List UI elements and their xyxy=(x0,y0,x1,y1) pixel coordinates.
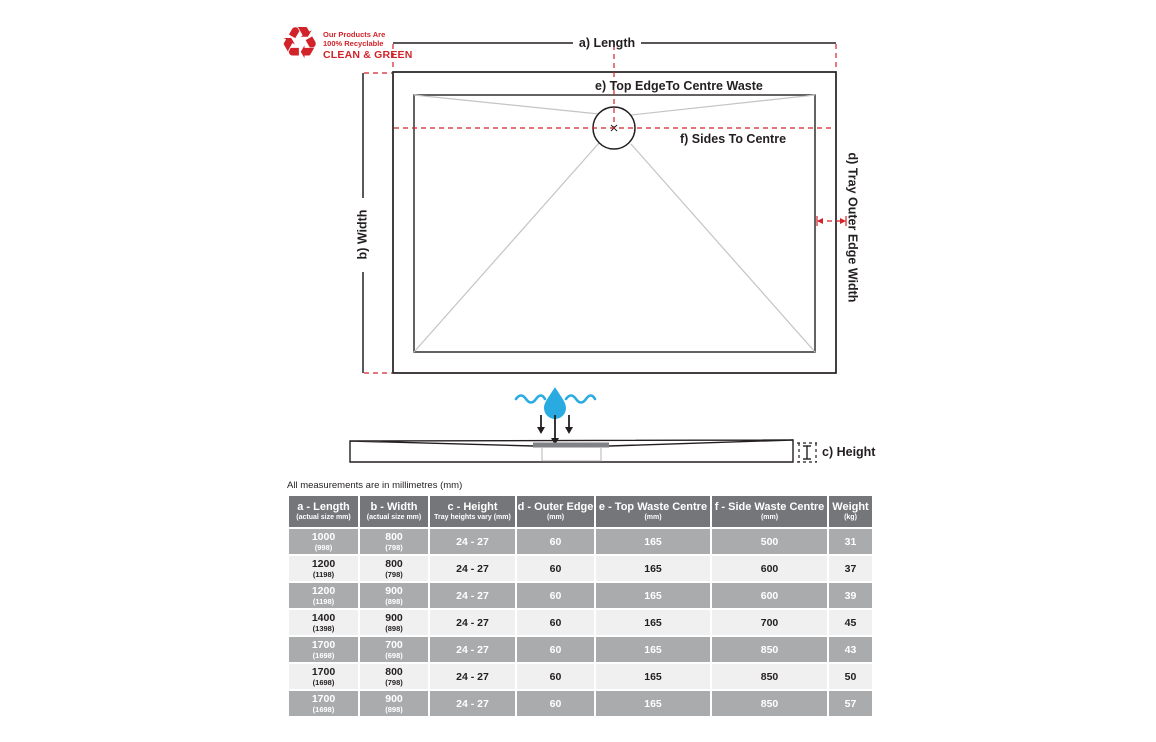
flow-arrowhead-left xyxy=(537,427,545,434)
top-edge-to-centre-waste-label: e) Top EdgeTo Centre Waste xyxy=(595,79,763,93)
cell-width-value: 900 xyxy=(385,692,403,705)
table-row xyxy=(288,690,873,717)
cell-length-value: 1700 xyxy=(311,692,336,705)
col-header-top-waste xyxy=(595,495,711,528)
col-header-side-waste-sub: (mm) xyxy=(760,514,779,521)
col-header-height-sub: Tray heights vary (mm) xyxy=(434,514,511,521)
cell-length xyxy=(288,555,359,582)
table-row xyxy=(288,663,873,690)
cell-top-waste-centre: 165 xyxy=(595,555,711,582)
cell-length xyxy=(288,636,359,663)
cell-length-value: 1400 xyxy=(311,611,336,624)
cell-outer-edge: 60 xyxy=(516,636,595,663)
cell-width xyxy=(359,663,429,690)
cell-width-actual: (898) xyxy=(385,596,403,606)
cell-width xyxy=(359,555,429,582)
cell-length-value: 1700 xyxy=(311,665,336,678)
cell-weight: 37 xyxy=(828,555,873,582)
water-drop-icon xyxy=(544,387,566,419)
red-dashed-lines xyxy=(364,44,844,373)
col-header-top-waste-sub: (mm) xyxy=(644,514,662,521)
cell-length-value: 1000 xyxy=(311,530,336,543)
col-header-top-waste-label: e - Top Waste Centre xyxy=(598,501,708,513)
spec-table-header xyxy=(288,495,873,528)
measurements-note: All measurements are in millimetres (mm) xyxy=(287,480,463,491)
cell-height: 24 - 27 xyxy=(429,582,516,609)
cell-width-actual: (898) xyxy=(385,704,403,714)
cell-outer-edge: 60 xyxy=(516,663,595,690)
cell-weight: 43 xyxy=(828,636,873,663)
table-row xyxy=(288,528,873,555)
cell-top-waste-centre: 165 xyxy=(595,528,711,555)
water-wave-left-icon xyxy=(516,396,545,403)
flow-arrows xyxy=(541,415,569,439)
table-row xyxy=(288,555,873,582)
cell-length-actual: (1698) xyxy=(312,677,335,687)
cell-weight: 39 xyxy=(828,582,873,609)
cell-width-value: 700 xyxy=(385,638,403,651)
cell-side-waste-centre: 850 xyxy=(711,690,828,717)
col-header-length xyxy=(288,495,359,528)
flow-arrowhead-right xyxy=(565,427,573,434)
cell-width-actual: (798) xyxy=(385,542,403,552)
cell-width-value: 800 xyxy=(385,530,403,543)
cell-width-actual: (898) xyxy=(385,623,403,633)
cell-height: 24 - 27 xyxy=(429,663,516,690)
logo-line-1: Our Products Are xyxy=(323,30,386,39)
cell-length-value: 1200 xyxy=(311,584,336,597)
col-header-width-label: b - Width xyxy=(370,501,418,513)
cell-length xyxy=(288,528,359,555)
col-header-length-label: a - Length xyxy=(297,501,350,513)
cell-width-value: 900 xyxy=(385,584,403,597)
cell-length-actual: (1198) xyxy=(312,596,335,606)
cell-side-waste-centre: 700 xyxy=(711,609,828,636)
cell-side-waste-centre: 850 xyxy=(711,663,828,690)
col-header-weight xyxy=(828,495,873,528)
col-header-outer-edge-sub: (mm) xyxy=(546,514,565,521)
cell-side-waste-centre: 600 xyxy=(711,582,828,609)
cell-length-actual: (1698) xyxy=(312,704,335,714)
cell-height: 24 - 27 xyxy=(429,555,516,582)
cell-length-actual: (1698) xyxy=(312,650,335,660)
cell-width xyxy=(359,636,429,663)
cell-length-value: 1700 xyxy=(311,638,336,651)
fall-line-top-right xyxy=(631,95,815,115)
cell-weight: 45 xyxy=(828,609,873,636)
col-header-weight-label: Weight xyxy=(832,501,869,513)
logo-line-3: CLEAN & GREEN xyxy=(323,49,413,62)
table-row xyxy=(288,609,873,636)
cell-top-waste-centre: 165 xyxy=(595,609,711,636)
table-row xyxy=(288,636,873,663)
col-header-length-sub: (actual size mm) xyxy=(296,514,351,521)
col-header-side-waste xyxy=(711,495,828,528)
cell-length xyxy=(288,609,359,636)
cell-height: 24 - 27 xyxy=(429,609,516,636)
cell-width-actual: (698) xyxy=(385,650,403,660)
waste-cover-bar xyxy=(533,443,609,448)
col-header-outer-edge-label: d - Outer Edge xyxy=(517,501,594,513)
cell-outer-edge: 60 xyxy=(516,528,595,555)
cell-width xyxy=(359,609,429,636)
tray-diagram xyxy=(340,25,880,480)
cell-weight: 50 xyxy=(828,663,873,690)
cell-width-actual: (798) xyxy=(385,569,403,579)
sides-to-centre-label: f) Sides To Centre xyxy=(680,132,787,146)
height-label: c) Height xyxy=(822,445,876,459)
cell-width xyxy=(359,690,429,717)
cell-side-waste-centre: 500 xyxy=(711,528,828,555)
col-header-outer-edge xyxy=(516,495,595,528)
fall-line-bottom-left xyxy=(414,143,599,352)
cell-width-value: 800 xyxy=(385,557,403,570)
cell-length-value: 1200 xyxy=(311,557,336,570)
col-header-height xyxy=(429,495,516,528)
cell-outer-edge: 60 xyxy=(516,609,595,636)
height-dim-bracket xyxy=(797,443,817,462)
col-header-width xyxy=(359,495,429,528)
cell-height: 24 - 27 xyxy=(429,636,516,663)
cell-outer-edge: 60 xyxy=(516,555,595,582)
logo-line-2: 100% Recyclable xyxy=(323,38,384,48)
cell-top-waste-centre: 165 xyxy=(595,636,711,663)
cell-width xyxy=(359,528,429,555)
tray-outer-edge-width-label: d) Tray Outer Edge Width xyxy=(845,152,860,303)
water-wave-right-icon xyxy=(566,396,595,403)
cell-length-actual: (1398) xyxy=(312,623,335,633)
fall-line-top-left xyxy=(414,95,599,114)
col-header-height-label: c - Height xyxy=(447,501,498,513)
cell-height: 24 - 27 xyxy=(429,690,516,717)
waste-recess-outline xyxy=(542,448,601,461)
cell-weight: 31 xyxy=(828,528,873,555)
cell-width-value: 900 xyxy=(385,611,403,624)
cell-length-actual: (998) xyxy=(314,542,333,552)
cell-outer-edge: 60 xyxy=(516,690,595,717)
cell-top-waste-centre: 165 xyxy=(595,663,711,690)
cell-length-actual: (1198) xyxy=(312,569,335,579)
cell-length xyxy=(288,690,359,717)
recycle-icon: ♻ xyxy=(280,19,320,68)
cell-weight: 57 xyxy=(828,690,873,717)
col-header-weight-sub: (kg) xyxy=(844,514,857,521)
cell-side-waste-centre: 850 xyxy=(711,636,828,663)
cell-width xyxy=(359,582,429,609)
cell-side-waste-centre: 600 xyxy=(711,555,828,582)
col-header-width-sub: (actual size mm) xyxy=(366,514,422,521)
col-header-side-waste-label: f - Side Waste Centre xyxy=(714,501,825,513)
cell-top-waste-centre: 165 xyxy=(595,690,711,717)
spec-table xyxy=(287,494,874,718)
cell-width-value: 800 xyxy=(385,665,403,678)
cell-height: 24 - 27 xyxy=(429,528,516,555)
header-row xyxy=(288,495,873,528)
fall-line-bottom-right xyxy=(631,144,815,352)
cell-outer-edge: 60 xyxy=(516,582,595,609)
table-row xyxy=(288,582,873,609)
outer-edge-arrow-left xyxy=(817,218,823,224)
width-label: b) Width xyxy=(355,209,370,260)
cell-length xyxy=(288,582,359,609)
cell-top-waste-centre: 165 xyxy=(595,582,711,609)
cell-length xyxy=(288,663,359,690)
spec-table-body xyxy=(288,528,873,717)
length-label: a) Length xyxy=(578,36,636,50)
cell-width-actual: (798) xyxy=(385,677,403,687)
